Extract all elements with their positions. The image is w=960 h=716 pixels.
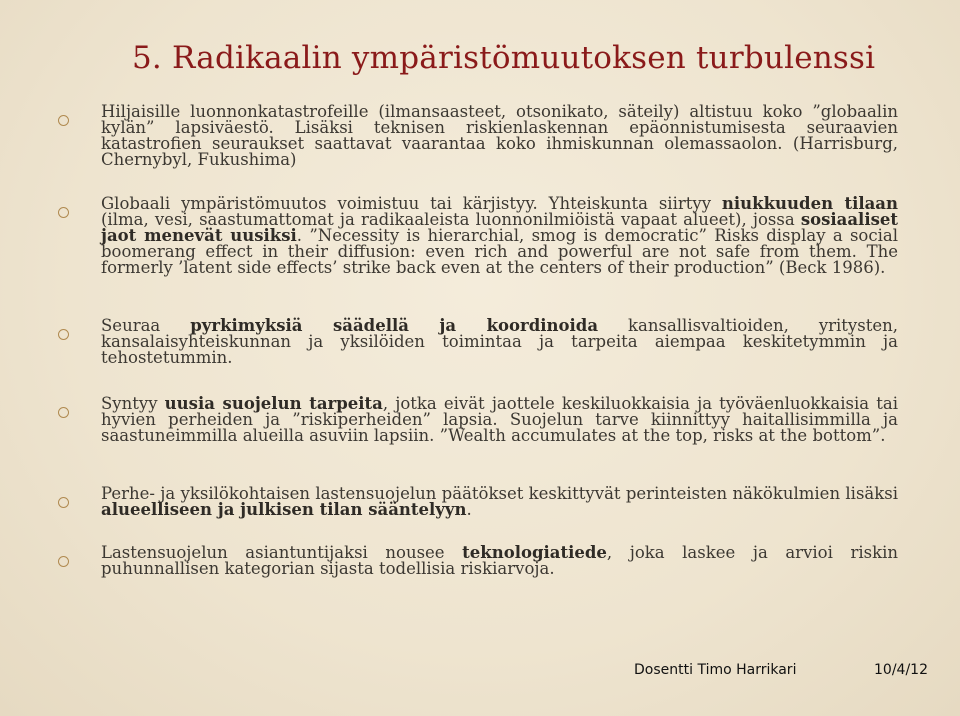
slide-title: 5. Radikaalin ympäristömuutoksen turbulenssi — [132, 40, 876, 76]
bullet-text — [101, 396, 898, 444]
text-run: kansallisvaltioiden, yritysten, kansalaisyhteiskunnan ja yksilöiden toimintaa ja tarpeita aiempaa keskitetymmin ja tehostetummin. — [101, 316, 898, 367]
bullet-ring-icon — [58, 207, 69, 218]
bullet-ring-icon — [58, 329, 69, 340]
bullet-text — [101, 318, 898, 366]
emphasis-text: niukkuuden tilaan — [721, 194, 898, 213]
bullet-ring-icon — [58, 556, 69, 567]
bullet-text — [101, 545, 898, 577]
text-run: Syntyy — [101, 394, 165, 413]
text-run: , jotka eivät jaottele keskiluokkaisia ja työväenluokkaisia tai hyvien perheiden ja ”riskiperheiden” lapsia. Suojelun tarve kiinnittyy haitallisimmilla ja saastuneimmilla alueilla asuviin lapsiin. ”Wealth accumulates at the top, risks at the bottom”. — [101, 394, 899, 445]
bullet-ring-icon — [58, 497, 69, 508]
emphasis-text: pyrkimyksiä säädellä ja koordinoida — [190, 316, 599, 335]
text-run: Perhe- ja yksilökohtaisen lastensuojelun päätökset keskittyvät perinteisten näkökulmien lisäksi — [101, 484, 898, 503]
bullet-ring-icon — [58, 115, 69, 126]
text-run: . — [466, 500, 472, 519]
bullet-ring-icon — [58, 407, 69, 418]
footer-date: 10/4/12 — [874, 662, 928, 678]
text-run: Seuraa — [101, 316, 191, 335]
text-run: , joka laskee ja arvioi riskin puhunnallisen kategorian sijasta todellisia riskiarvoja. — [101, 543, 898, 578]
bullet-text — [101, 196, 898, 276]
emphasis-text: teknologiatiede — [462, 543, 607, 562]
emphasis-text: sosiaaliset jaot menevät uusiksi — [101, 210, 898, 245]
emphasis-text: uusia suojelun tarpeita — [164, 394, 383, 413]
footer-author: Dosentti Timo Harrikari — [634, 662, 797, 678]
text-run: . ”Necessity is hierarchial, smog is democratic” Risks display a social boomerang effect in their diffusion: even rich and powerful are not safe from them. The formerly ’latent side effects’ strike back even at the centers of their production” (Beck 1986). — [101, 226, 898, 277]
text-run: Globaali ympäristömuutos voimistuu tai kärjistyy. Yhteiskunta siirtyy — [101, 194, 722, 213]
emphasis-text: alueelliseen ja julkisen tilan sääntelyyn — [101, 500, 467, 519]
text-run: Lastensuojelun asiantuntijaksi nousee — [101, 543, 463, 562]
text-run: (ilma, vesi, saastumattomat ja radikaaleista luonnonilmiöistä vapaat alueet), jossa — [101, 210, 801, 229]
bullet-text: Hiljaisille luonnonkatastrofeille (ilmansaasteet, otsonikato, säteily) altistuu koko ”globaalin kylän” lapsiväestö. Lisäksi teknisen riskienlaskennan epäonnistumisesta seuraavien katastrofien seuraukset saattavat vaarantaa koko ihmiskunnan olemassaolon. (Harrisburg, Chernybyl, Fukushima) — [101, 102, 898, 169]
bullet-text — [101, 486, 898, 518]
